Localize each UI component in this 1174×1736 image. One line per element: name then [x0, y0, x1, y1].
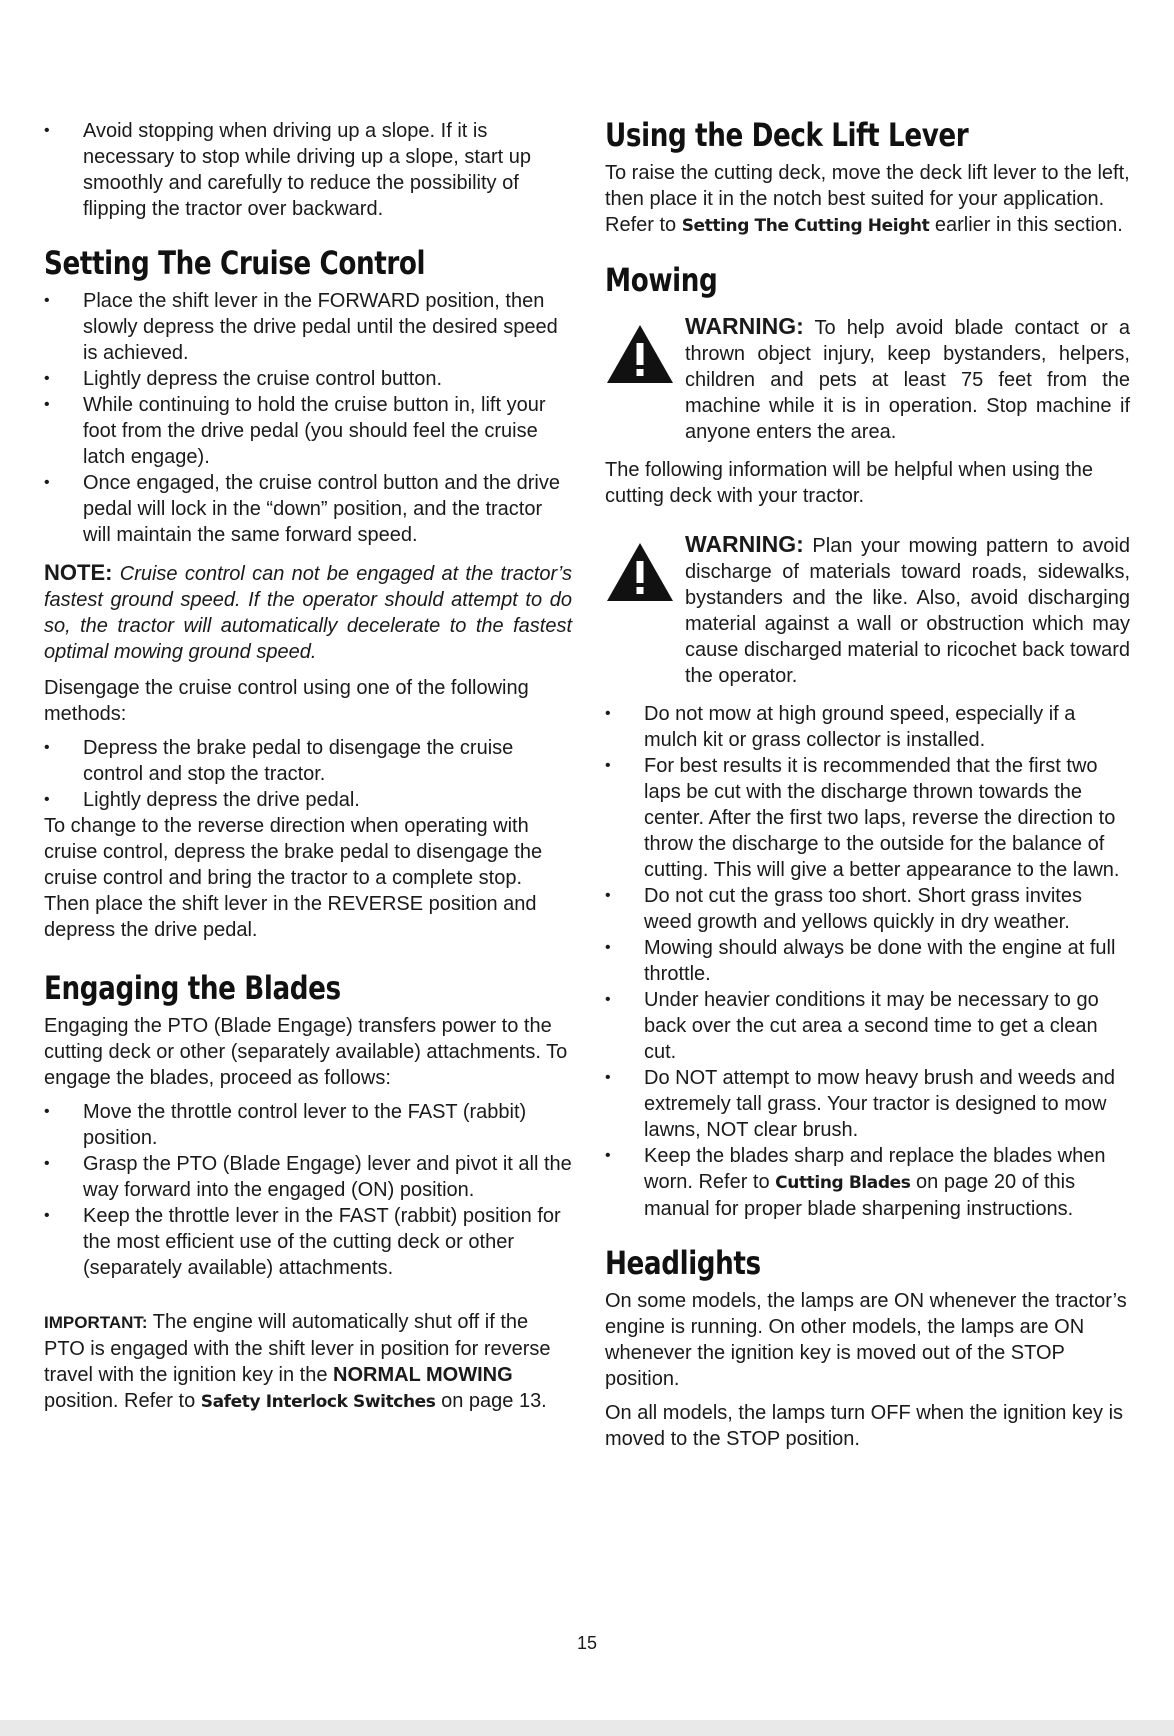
section-heading-mowing: Mowing [605, 261, 718, 299]
important-text: on page 13. [435, 1390, 547, 1412]
warning-block [605, 531, 1130, 689]
page-number: 15 [576, 1633, 598, 1653]
list-item: • Grasp the PTO (Blade Engage) lever and pivot it all the way forward into the engaged (ON) position. [44, 1151, 572, 1203]
warning-block [605, 313, 1130, 445]
important-text: position. Refer to [44, 1390, 201, 1412]
headlights-paragraph: On all models, the lamps turn OFF when the ignition key is moved to the STOP position. [605, 1402, 1124, 1450]
right-column [605, 96, 1130, 1460]
warning-body: Plan your mowing pattern to avoid discharge of materials toward roads, sidewalks, bystanders and the like. Also, avoid discharging material against a wall or obstruction which may cause discharged material to ricochet back toward the operator. [685, 535, 1130, 687]
scan-edge [0, 1720, 1174, 1736]
list-item: • Move the throttle control lever to the FAST (rabbit) position. [44, 1099, 572, 1151]
list-item [605, 1143, 1130, 1222]
important-text: The engine will automatically shut off if the PTO is engaged with the shift lever in position for reverse travel with the ignition key in the [44, 1311, 551, 1386]
warning-triangle-icon [605, 531, 685, 689]
list-item: • Mowing should always be done with the engine at full throttle. [605, 935, 1130, 987]
list-item: • Do not mow at high ground speed, especially if a mulch kit or grass collector is installed. [605, 701, 1130, 753]
note-label: NOTE: [44, 560, 113, 585]
warning-body: To help avoid blade contact or a thrown object injury, keep bystanders, helpers, children and pets at least 75 feet from the machine while it is in operation. Stop machine if anyone enters the area. [685, 317, 1130, 443]
section-heading-engaging-blades: Engaging the Blades [44, 969, 341, 1007]
list-item: • Avoid stopping when driving up a slope. If it is necessary to stop while driving up a slope, start up smoothly and carefully to reduce the possibility of flipping the tractor over backward. [44, 118, 572, 222]
cross-reference: Cutting Blades [775, 1173, 911, 1193]
blades-bullet-list [44, 1099, 572, 1281]
list-item: • Under heavier conditions it may be necessary to go back over the cut area a second time to get a clean cut. [605, 987, 1130, 1065]
left-column [44, 118, 572, 1423]
section-heading-deck-lift: Using the Deck Lift Lever [605, 116, 969, 154]
cruise-bullet-list [44, 288, 572, 548]
section-heading-cruise-control: Setting The Cruise Control [44, 244, 426, 282]
cruise-note [44, 560, 572, 665]
cross-reference: Safety Interlock Switches [200, 1392, 436, 1412]
warning-label: WARNING: [685, 313, 804, 339]
spacer [44, 1287, 572, 1309]
intro-bullet-list [44, 118, 572, 222]
important-paragraph [44, 1309, 572, 1415]
warning-triangle-icon [605, 313, 685, 445]
list-item: • Lightly depress the drive pedal. [44, 787, 572, 813]
note-text: Cruise control can not be engaged at the tractor’s fastest ground speed. If the operator should attempt to do so, the tractor will automatically decelerate to the fastest optimal mowing ground speed. [44, 563, 573, 663]
list-item: • Once engaged, the cruise control button and the drive pedal will lock in the “down” position, and the tractor will maintain the same forward speed. [44, 470, 572, 548]
mowing-following: The following information will be helpful when using the cutting deck with your tractor. [605, 459, 1094, 507]
disengage-intro: Disengage the cruise control using one of the following methods: [44, 677, 529, 725]
bullet-text: on page 20 of this manual for proper blade sharpening instructions. [644, 1171, 1076, 1220]
reverse-paragraph: To change to the reverse direction when operating with cruise control, depress the brake pedal to disengage the cruise control and bring the tractor to a complete stop. Then place the shift lever in the REVERSE position and depress the drive pedal. [44, 815, 543, 941]
warning-text [685, 313, 1130, 445]
bullet-text: Keep the blades sharp and replace the blades when worn. Refer to [644, 1145, 1106, 1193]
deck-lift-text: To raise the cutting deck, move the deck lift lever to the left, then place it in the notch best suited for your application. Refer to [605, 162, 1130, 236]
list-item: • Lightly depress the cruise control button. [44, 366, 572, 392]
mowing-bullet-list [605, 701, 1130, 1222]
list-item: • Keep the throttle lever in the FAST (rabbit) position for the most efficient use of the cutting deck or other (separately available) attachments. [44, 1203, 572, 1281]
list-item: • Do NOT attempt to mow heavy brush and weeds and extremely tall grass. Your tractor is designed to mow lawns, NOT clear brush. [605, 1065, 1130, 1143]
list-item: • For best results it is recommended that the first two laps be cut with the discharge thrown towards the center. After the first two laps, reverse the direction to throw the discharge to the outside for the balance of cutting. This will give a better appearance to the lawn. [605, 753, 1130, 883]
cross-reference: Setting The Cutting Height [681, 216, 930, 236]
disengage-bullet-list [44, 735, 572, 813]
list-item: • Do not cut the grass too short. Short grass invites weed growth and yellows quickly in dry weather. [605, 883, 1130, 935]
warning-text [685, 531, 1130, 689]
section-heading-headlights: Headlights [605, 1244, 761, 1282]
list-item: • Depress the brake pedal to disengage the cruise control and stop the tractor. [44, 735, 572, 787]
important-bold: NORMAL MOWING [333, 1364, 513, 1386]
list-item: • While continuing to hold the cruise button in, lift your foot from the drive pedal (you should feel the cruise latch engage). [44, 392, 572, 470]
warning-label: WARNING: [685, 531, 804, 557]
blades-intro: Engaging the PTO (Blade Engage) transfers power to the cutting deck or other (separately available) attachments. To engage the blades, proceed as follows: [44, 1015, 568, 1089]
deck-lift-text: earlier in this section. [929, 214, 1123, 236]
headlights-paragraph: On some models, the lamps are ON whenever the tractor’s engine is running. On other models, the lamps are ON whenever the ignition key is moved out of the STOP position. [605, 1290, 1127, 1390]
important-label: IMPORTANT: [44, 1313, 148, 1332]
deck-lift-paragraph [605, 160, 1130, 239]
list-item: • Place the shift lever in the FORWARD position, then slowly depress the drive pedal until the desired speed is achieved. [44, 288, 572, 366]
